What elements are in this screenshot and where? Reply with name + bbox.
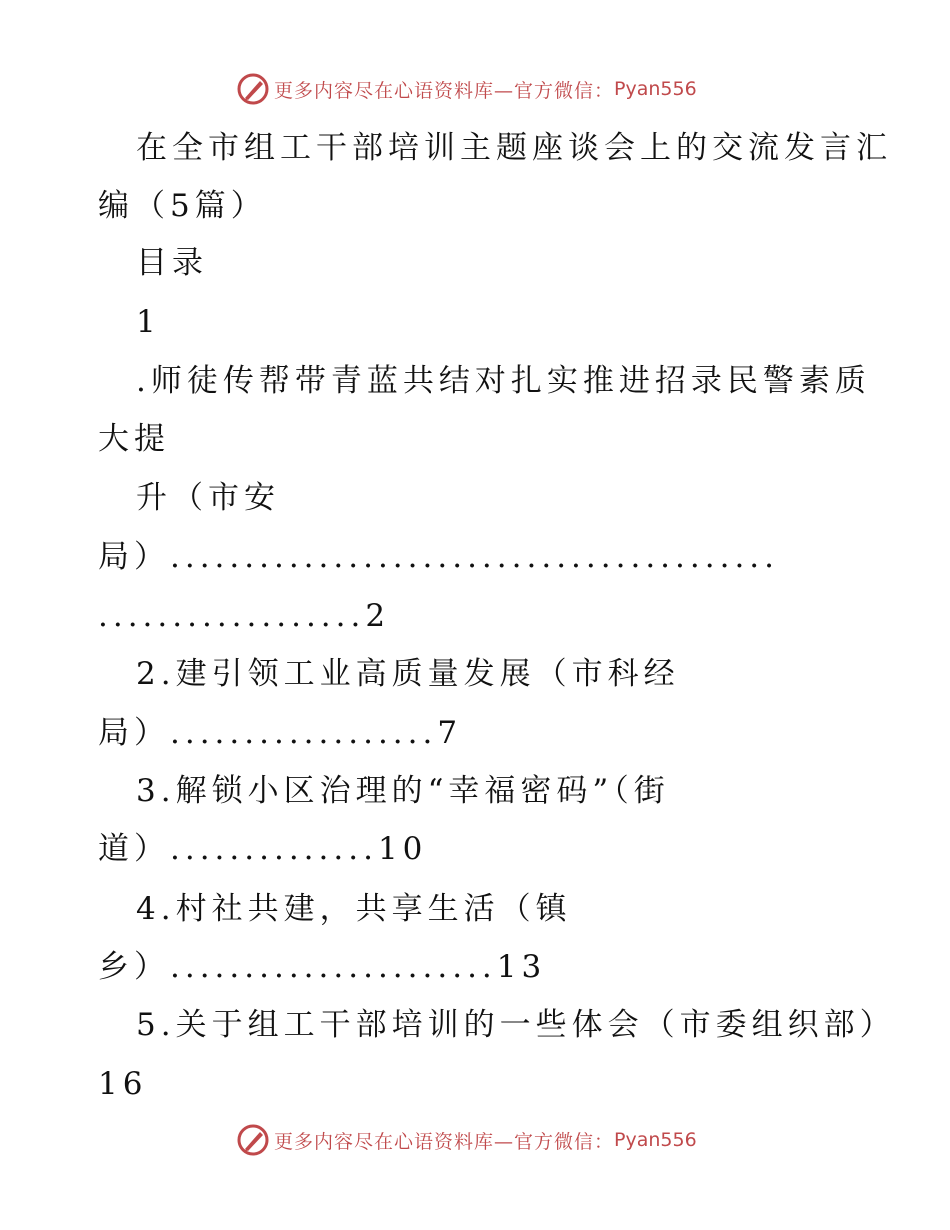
watermark-header [236, 72, 697, 106]
toc-line: ..................2 [98, 598, 391, 634]
quill-pen-logo-icon [236, 72, 270, 106]
toc-line: 3.解锁小区治理的“幸福密码”（街 [136, 773, 670, 809]
toc-line: 道）..............10 [98, 831, 428, 867]
watermark-text: 更多内容尽在心语资料库—官方微信： [274, 1130, 615, 1153]
toc-heading: 目录 [136, 245, 208, 281]
toc-line: 4.村社共建，共享生活（镇 [136, 891, 572, 927]
toc-line: 局）..................7 [98, 715, 463, 751]
toc-line: 大提 [98, 421, 170, 457]
toc-line: 2.建引领工业高质量发展（市科经 [136, 656, 680, 692]
toc-line: 局）......................................... [98, 539, 780, 575]
watermark-wechat-id: Pyan556 [614, 78, 697, 100]
toc-line: 1 [136, 304, 161, 340]
toc-line: .师徒传帮带青蓝共结对扎实推进招录民警素质 [136, 363, 871, 399]
watermark-footer [236, 1123, 697, 1157]
toc-line: 16 [98, 1066, 148, 1102]
watermark-text: 更多内容尽在心语资料库—官方微信： [274, 79, 615, 102]
toc-line: 升（市安 [136, 480, 280, 516]
toc-line: 5.关于组工干部培训的一些体会（市委组织部） [136, 1007, 896, 1043]
document-title-line-1: 在全市组工干部培训主题座谈会上的交流发言汇 [136, 130, 892, 166]
document-title-line-2: 编（5篇） [98, 188, 267, 224]
quill-pen-logo-icon [236, 1123, 270, 1157]
watermark-wechat-id: Pyan556 [614, 1129, 697, 1151]
toc-line: 乡）......................13 [98, 949, 547, 985]
